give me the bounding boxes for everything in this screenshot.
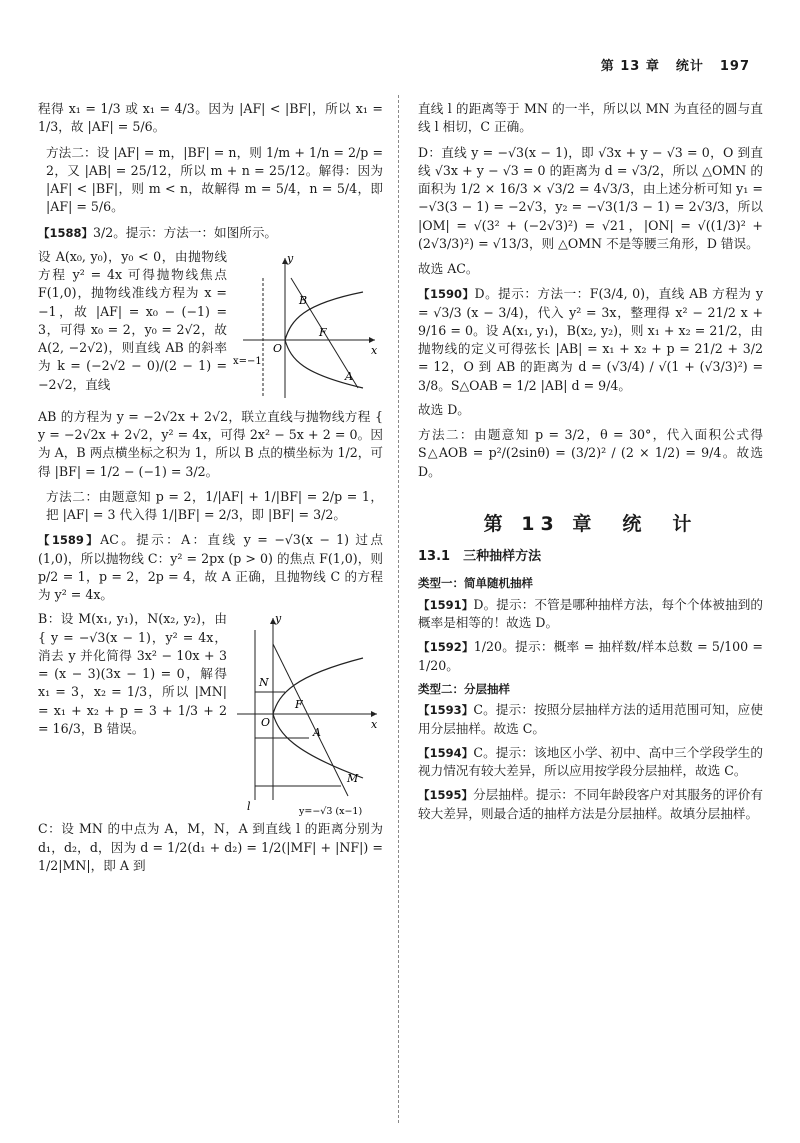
answer-1588-body: 设 A(x₀, y₀)，y₀ < 0，由抛物线方程 y² = 4x 可得抛物线焦点 F(1,0)，抛物线准线方程为 x = −1，故 |AF| = x₀ − (−1) = 3，可得 x₀ = 2，y₀ = 2√2，故 A(2, −2√2)，则直线 AB 的斜率为 k = (−2√2 − 0)/(2 − 1) = −2√2，直线	[38, 248, 227, 392]
answer-1589-c: C：设 MN 的中点为 A，M，N，A 到直线 l 的距离分别为 d₁，d₂，d，因为 d = 1/2(d₁ + d₂) = 1/2(|MF| + |NF|) = 1/2|MN|，即 A 到	[38, 821, 383, 873]
question-tag-1595: 【1595】	[418, 788, 474, 803]
directrix-label: x=−1	[233, 355, 262, 367]
answer-1592-text: 1/20。提示：概率 = 抽样数/样本总数 = 5/100 = 1/20。	[418, 639, 763, 673]
left-column	[38, 100, 383, 1123]
question-tag-1593: 【1593】	[418, 703, 474, 718]
parabola-graph-1588	[233, 248, 383, 408]
parabola-graph-1589	[233, 610, 383, 820]
question-tag-1589: 【1589】	[38, 533, 101, 548]
answer-1593	[418, 701, 763, 738]
column-divider	[398, 95, 399, 1123]
line-l-label: l	[247, 800, 251, 814]
x-label: x	[371, 718, 378, 732]
header-section: 统计	[675, 59, 704, 74]
answer-1590-text: D。提示：方法一：F(3/4, 0)，直线 AB 方程为 y = √3/3 (x − 3/4)，代入 y² = 3x，整理得 x² − 21/2 x + 9/16 = 0。设 A(x₁, y₁)，B(x₂, y₂)，则 x₁ + x₂ = 21/2，由抛物线的定义可得弦长 |AB| = x₁ + x₂ + p = 21/2 + 3/2 = 12，O 到 AB 的距离为 d = (√3/4) / √(1 + (√3/3)²) = 3/8。S△OAB = 1/2 |AB| d = 9/4。	[418, 286, 763, 393]
answer-1593-text: C。提示：按照分层抽样方法的适用范围可知，应使用分层抽样。故选 C。	[418, 702, 763, 736]
point-a-label: A	[345, 369, 353, 383]
answer-1589-head	[38, 531, 383, 604]
answer-1595	[418, 786, 763, 823]
answer-1591	[418, 596, 763, 633]
answer-1590-method-2: 方法二：由题意知 p = 3/2，θ = 30°，代入面积公式得 S△AOB = p²/(2sinθ) = (3/2)² / (2 × 1/2) = 9/4。故选 D。	[418, 427, 763, 479]
y-label: y	[275, 612, 282, 626]
question-tag-1590: 【1590】	[418, 287, 475, 302]
point-a-label: A	[313, 726, 321, 740]
answer-1592	[418, 638, 763, 675]
answer-1590-result: 故选 D。	[418, 401, 470, 417]
line-equation-label: y=−√3 (x−1)	[299, 806, 363, 818]
point-f-label: F	[319, 325, 327, 339]
answer-1590-head	[418, 285, 763, 395]
answer-1594	[418, 744, 763, 781]
answer-1595-text: 分层抽样。提示：不同年龄段客户对其服务的评价有较大差异，则最合适的抽样方法是分层抽样。故填分层抽样。	[418, 787, 763, 821]
question-tag-1594: 【1594】	[418, 745, 474, 760]
answer-1588-text: 3/2。提示：方法一：如图所示。	[93, 224, 278, 240]
point-f-label: F	[295, 698, 303, 712]
answer-1594-text: C。提示：该地区小学、初中、高中三个学段学生的视力情况有较大差异，所以应用按学段分层抽样，故选 C。	[418, 744, 763, 779]
right-paragraph-1: 直线 l 的距离等于 MN 的一半，所以以 MN 为直径的圆与直线 l 相切，C 正确。	[418, 101, 763, 135]
chapter-title: 第 13 章 统 计	[483, 512, 698, 535]
type-2-heading: 类型二：分层抽样	[418, 681, 510, 696]
right-paragraph-3: 故选 AC。	[418, 261, 479, 276]
graph-1588	[233, 248, 383, 408]
parabola-lower	[273, 714, 363, 778]
x-axis-arrow	[369, 337, 375, 343]
page-header	[601, 58, 750, 77]
origin-label: O	[273, 341, 283, 355]
graph-1589	[233, 610, 383, 820]
x-axis-arrow	[371, 711, 377, 717]
answer-1589-text: AC。提示：A：直线 y = −√3(x − 1) 过点 (1,0)，所以抛物线 C：y² = 2px (p > 0) 的焦点 F(1,0)，则 p/2 = 1，p = 2，2p = 4，故 A 正确，且抛物线 C 的方程为 y² = 4x。	[38, 532, 383, 602]
question-tag-1588: 【1588】	[38, 225, 94, 240]
x-label: x	[371, 343, 378, 357]
left-paragraph-1: 程得 x₁ = 1/3 或 x₁ = 4/3。因为 |AF| < |BF|，所以 x₁ = 1/3，故 |AF| = 5/6。	[38, 101, 383, 135]
line-mn	[273, 644, 348, 796]
question-tag-1591: 【1591】	[418, 597, 474, 612]
question-tag-1592: 【1592】	[418, 640, 474, 655]
answer-1588-body-2: AB 的方程为 y = −2√2x + 2√2，联立直线与抛物线方程 { y = −2√2x + 2√2，y² = 4x，可得 2x² − 5x + 2 = 0。因为 A，B 两点横坐标之积为 1，所以 B 点的横坐标为 1/2，可得 |BF| = 1/2 − (−1) = 3/2。	[38, 408, 383, 479]
origin-label: O	[261, 716, 271, 730]
parabola-upper	[273, 658, 363, 714]
answer-1588-method-2: 方法二：由题意知 p = 2，1/|AF| + 1/|BF| = 2/p = 1，把 |AF| = 3 代入得 1/|BF| = 2/3，即 |BF| = 3/2。	[46, 488, 383, 522]
right-column	[418, 100, 763, 1123]
section-title: 13.1 三种抽样方法	[418, 549, 542, 565]
left-paragraph-2: 方法二：设 |AF| = m，|BF| = n，则 1/m + 1/n = 2/p = 2，又 |AB| = 25/12，所以 m + n = 25/12。解得：因为 |AF| < |BF|，则 m < n，故解得 m = 5/4，n = 5/4，即 |AF| = 5/6。	[46, 144, 383, 215]
point-b-label: B	[299, 293, 308, 307]
page-number: 197	[719, 59, 750, 74]
point-m-label: M	[347, 772, 359, 786]
answer-1588-head	[38, 224, 383, 242]
point-n-label: N	[259, 676, 269, 690]
y-label: y	[287, 251, 294, 265]
answer-1589-b: B：设 M(x₁, y₁)，N(x₂, y₂)，由 { y = −√3(x − 1)，y² = 4x，消去 y 并化简得 3x² − 10x + 3 = (x − 3)(3x − 1) = 0，解得 x₁ = 3，x₂ = 1/3，所以 |MN| = x₁ + x₂ + p = 3 + 1/3 + 2 = 16/3，B 错误。	[38, 611, 227, 736]
type-1-heading: 类型一：简单随机抽样	[418, 576, 533, 591]
header-chapter: 第 13 章	[600, 59, 660, 74]
answer-1591-text: D。提示：不管是哪种抽样方法，每个个体被抽到的概率是相等的！故选 D。	[418, 596, 763, 631]
right-paragraph-2: D：直线 y = −√3(x − 1)，即 √3x + y − √3 = 0，O 到直线 √3x + y − √3 = 0 的距离为 d = √3/2，所以 △OMN 的面积为 1/2 × 16/3 × √3/2 = 4√3/3，由上述分析可知 y₁ = −√3(3 − 1) = −2√3，y₂ = −√3(1/3 − 1) = 2√3/3，所以 |OM| = √(3² + (−2√3)²) = √21，|ON| = √((1/3)² + (2√3/3)²) = √13/3，则 △OMN 不是等腰三角形，D 错误。	[418, 144, 763, 251]
